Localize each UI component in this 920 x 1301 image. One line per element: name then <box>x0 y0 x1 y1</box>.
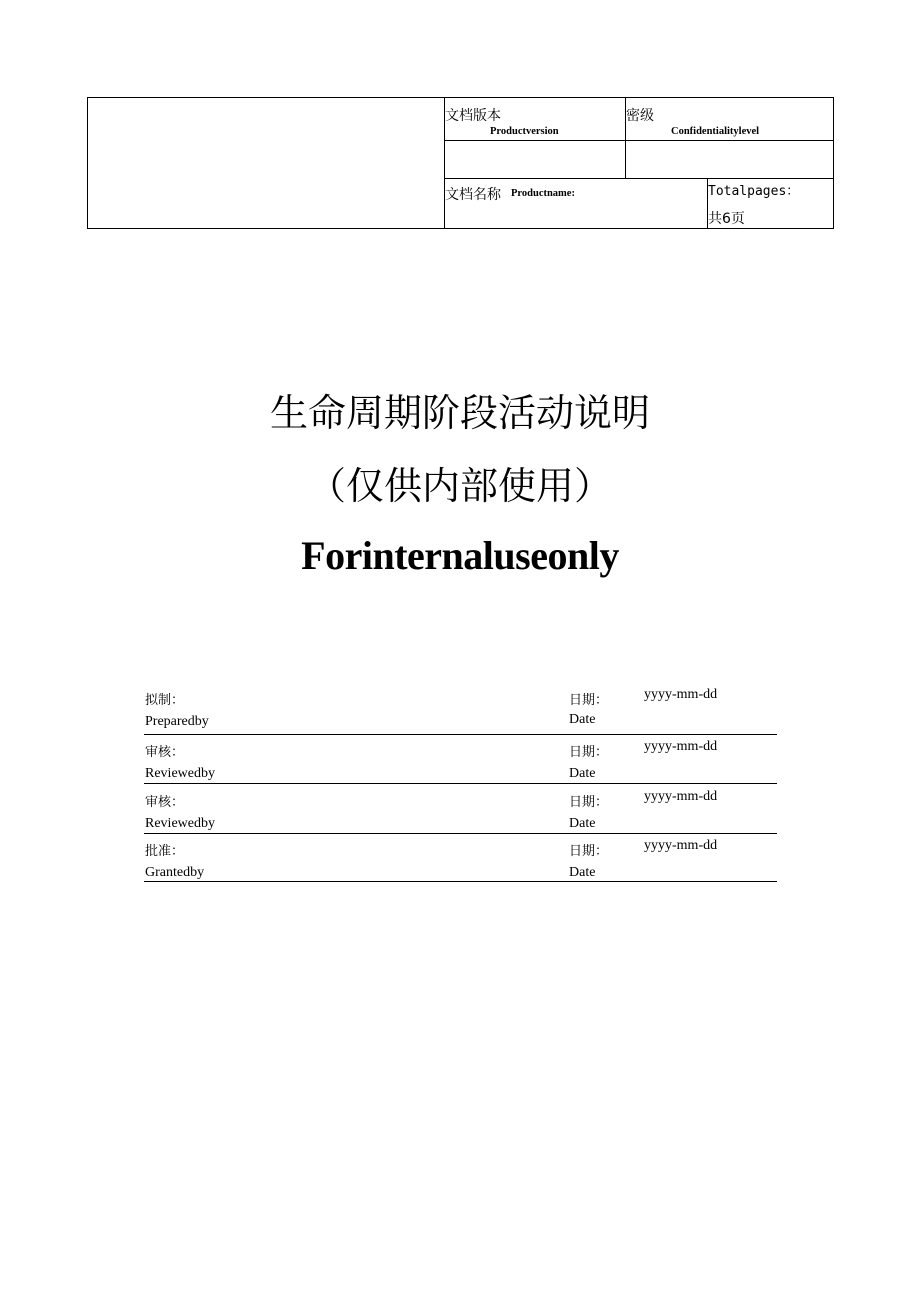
document-subtitle-en: Forinternaluseonly <box>301 533 619 578</box>
role-label-cn: 拟制： <box>145 693 185 708</box>
table-divider <box>444 178 833 179</box>
date-label-en: Date <box>569 712 596 727</box>
date-label-cn: 日期： <box>569 795 609 810</box>
version-label-en: Productversion <box>490 126 559 137</box>
total-pages-value: 共6页 <box>708 211 745 227</box>
product-name-label-en: Productname: <box>511 188 575 199</box>
version-label-cn: 文档版本 <box>445 108 501 124</box>
date-value[interactable]: yyyy-mm-dd <box>644 739 718 754</box>
role-label-cn: 审核： <box>145 745 185 760</box>
date-label-cn: 日期： <box>569 745 609 760</box>
date-label-cn: 日期： <box>569 693 609 708</box>
role-label-en: Grantedby <box>145 865 205 880</box>
role-label-en: Reviewedby <box>145 816 215 831</box>
date-label-cn: 日期： <box>569 844 609 859</box>
document-subtitle: （仅供内部使用） <box>307 464 612 508</box>
signature-row-reviewed-2 <box>144 791 777 834</box>
role-label-en: Preparedby <box>145 714 209 729</box>
signature-row-reviewed-1 <box>144 741 777 784</box>
date-label-en: Date <box>569 816 596 831</box>
date-value[interactable]: yyyy-mm-dd <box>644 838 718 853</box>
date-value[interactable]: yyyy-mm-dd <box>644 789 718 804</box>
total-pages-label: Totalpages： <box>708 184 800 199</box>
role-label-cn: 审核： <box>145 795 185 810</box>
signature-row-granted <box>144 840 777 882</box>
document-title: 生命周期阶段活动说明 <box>269 391 650 435</box>
date-value[interactable]: yyyy-mm-dd <box>644 687 718 702</box>
date-label-en: Date <box>569 766 596 781</box>
role-label-en: Reviewedby <box>145 766 215 781</box>
date-label-en: Date <box>569 865 596 880</box>
confidentiality-label-cn: 密级 <box>626 108 654 124</box>
table-divider <box>444 140 833 141</box>
confidentiality-label-en: Confidentialitylevel <box>671 126 760 137</box>
signature-row-prepared <box>144 689 777 735</box>
document-info-table <box>87 97 834 229</box>
logo-area <box>88 98 444 228</box>
role-label-cn: 批准： <box>145 844 185 859</box>
product-name-label-cn: 文档名称 <box>445 187 501 203</box>
